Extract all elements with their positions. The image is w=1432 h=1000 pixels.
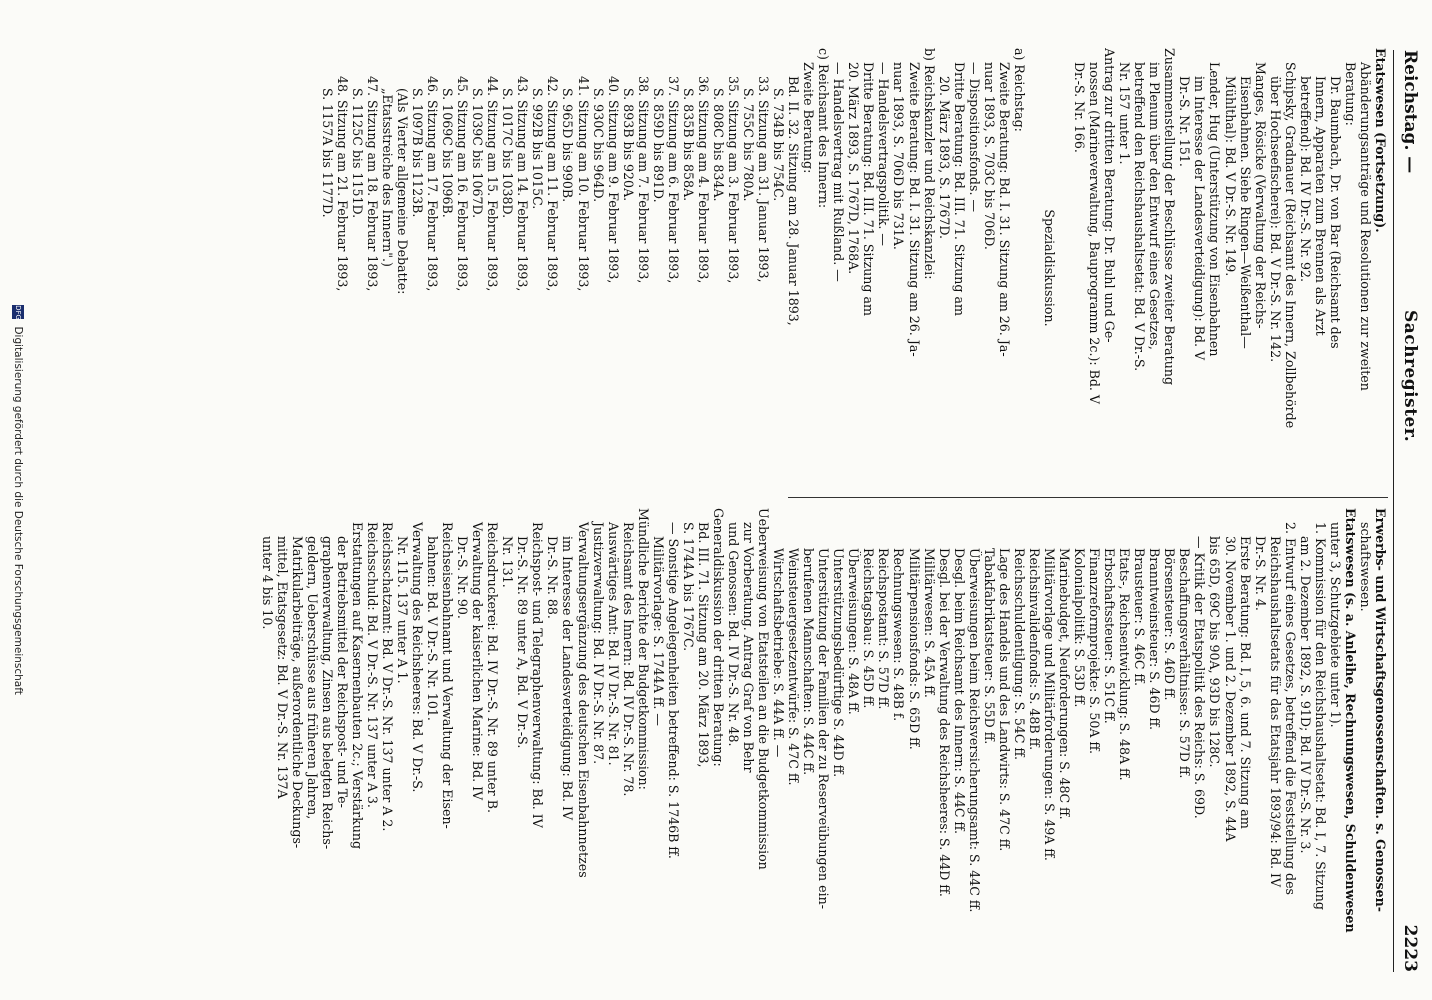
text-line: Beschaffungsverhältnisse: S. 57D ff. — [1177, 548, 1193, 779]
text-line: 30. November 1. und 2. Dezember 1892, S. 44A — [1222, 536, 1238, 842]
text-line: 1. Kommission für den Reichshaushaltsetat: Bd. I, 7. Sitzung — [1312, 522, 1328, 910]
text-line: nuar 1893, S. 706D bis 731A. — [891, 62, 907, 250]
text-line: betreffend): Bd. IV Dr.-S. Nr. 92. — [1297, 76, 1313, 283]
text-line: 46. Sitzung am 17. Februar 1893, — [425, 76, 441, 292]
text-line: Zweite Beratung: — [801, 62, 817, 174]
text-line: 20. März 1893, S. 1767D, 1768A. — [846, 62, 862, 275]
text-line: mittel, Etatsgesetz: Bd. V Dr.-S. Nr. 137A — [274, 536, 290, 799]
text-line: S. 965D bis 990B. — [560, 88, 576, 203]
left-column — [320, 48, 1388, 488]
text-line: Dr.-S. Nr. 90. — [455, 536, 471, 619]
text-line — [1027, 48, 1042, 488]
text-line: Finanzreformprojekte: S. 50A ff. — [1087, 548, 1103, 755]
text-line: Lage des Handels und des Landwirts: S. 47C ff. — [996, 548, 1012, 852]
text-line: 37. Sitzung am 6. Februar 1893, — [665, 76, 681, 284]
text-line: der Betriebsmittel der Reichspost- und Te- — [334, 536, 350, 808]
text-line: im Plenum über den Entwurf eines Gesetzes, — [1147, 62, 1163, 350]
text-line: Bd. II. 32. Sitzung am 28. Januar 1893, — [786, 76, 802, 326]
text-line: S. 1039C bis 1067D. — [470, 88, 486, 219]
text-line: Weinsteuergesetzentwürfe: S. 47C ff. — [786, 548, 802, 786]
text-line: 43. Sitzung am 14. Februar 1893, — [515, 76, 531, 292]
text-line: Dr.-S. Nr. 89 unter A, Bd. V Dr.-S. — [515, 536, 531, 749]
text-line: 48. Sitzung am 21. Februar 1893, — [334, 76, 350, 292]
text-line: im Interesse der Landesverteidigung: Bd. IV — [560, 536, 576, 821]
text-line: Zweite Beratung: Bd. I. 31. Sitzung am 26. Ja- — [996, 62, 1012, 357]
text-line: 33. Sitzung am 31. Januar 1893, — [756, 76, 772, 283]
text-line: unter 3, Schutzgebiete unter 1). — [1327, 522, 1343, 728]
text-line: Nr. 131. — [500, 536, 516, 588]
text-line: Überweisungen: S. 48A ff. — [846, 548, 862, 715]
text-line: Reichsinvalidenfonds: S. 48B ff. — [1026, 548, 1042, 751]
dfg-logo: DFG — [14, 305, 22, 320]
text-line: Reichstagsbau: S. 45D ff. — [861, 548, 877, 709]
text-line: S. 1125C bis 1151D. — [349, 88, 365, 219]
text-line: Erbschaftssteuer: S. 51C ff. — [1102, 548, 1118, 724]
text-line: geldern, Ueberschüsse aus früheren Jahren, — [304, 536, 320, 820]
text-line: im Interesse der Landesverteidigung): Bd. V — [1192, 76, 1208, 361]
text-line: 40. Sitzung am 9. Februar 1893, — [605, 76, 621, 284]
text-line: Militärpensionsfonds: S. 65D ff. — [906, 548, 922, 750]
text-line: Dr. Baumbach, Dr. von Bar (Reichsamt des — [1327, 76, 1343, 349]
text-line: (Als Vierter allgemeine Debatte: — [394, 88, 410, 295]
text-line: Militärvorlage: S. 1744A ff. — — [650, 536, 666, 727]
text-line: 41. Sitzung am 10. Februar 1893, — [575, 76, 591, 292]
text-line: berufenen Mannschaften: S. 44C ff. — [801, 548, 817, 776]
text-line: S. 1017C bis 1038D. — [500, 88, 516, 219]
text-line: Etatswesen (s. a. Anleihe, Rechnungswesen, Schuldenwesen — [1342, 508, 1358, 933]
text-line: S. 1744A bis 1767C. — [680, 522, 696, 652]
text-line: Reichshaushaltsetats für das Etatsjahr 1893/94: Bd. IV — [1267, 536, 1283, 888]
text-line: nossen (Marineverwaltung, Bauprogramm 2c.): Bd. V — [1087, 62, 1103, 405]
text-line: Eisenbahnen. Siehe Ringen—Weißenthal— — [1237, 76, 1253, 349]
text-line: Militärwesen: S. 45A ff. — [921, 548, 937, 698]
text-line: Dritte Beratung: Bd. III. 71. Sitzung am — [861, 62, 877, 316]
text-line: — Handelsvertragspolitik. — — [876, 62, 892, 246]
text-line: Mühlthal): Bd. V Dr.-S. Nr. 149. — [1222, 76, 1238, 277]
text-line: S. 835B bis 858A. — [680, 88, 696, 202]
column-divider — [788, 497, 1388, 498]
text-line: — Kritik der Etatspolitik des Reichs: S. 69D. — [1192, 536, 1208, 819]
text-line: S. 859D bis 891D. — [650, 88, 666, 203]
text-line: graphenverwaltung, Zinsen aus belegten Reichs- — [319, 536, 335, 850]
text-line: Reichsschuldentilgung: S. 54C ff. — [1011, 548, 1027, 761]
text-line: Etatswesen (Fortsetzung). — [1373, 48, 1388, 233]
text-line: Überweisungen beim Reichsversicherungsamt: S. 44C ff. — [966, 548, 982, 913]
text-line: bis 65D, 69C bis 90A, 93D bis 128C. — [1207, 536, 1223, 768]
text-line: Verwaltung des Reichsheeres: Bd. V Dr.-S. — [410, 522, 425, 793]
text-line: schaftswesen. — [1357, 522, 1373, 612]
text-line: S. 755C bis 780A. — [741, 88, 757, 202]
text-line: c) Reichsamt des Innern: — [816, 48, 832, 209]
text-line: 36. Sitzung am 4. Februar 1893, — [695, 76, 711, 284]
text-line: Wirtschaftsbetriebe: S. 44A ff. — — [771, 548, 787, 758]
text-line: Abänderungsanträge und Resolutionen zur zweiten — [1357, 62, 1373, 391]
footer — [2, 0, 24, 1000]
text-line: S. 1069C bis 1096B. — [440, 88, 456, 218]
text-line: Dr.-S. Nr. 151. — [1177, 76, 1193, 167]
text-line: b) Reichskanzler und Reichskanzlei: — [921, 48, 937, 280]
text-line: Erste Beratung: Bd. I, 5, 6. und 7. Sitzung am — [1237, 536, 1253, 829]
text-line: Bd. III. 71. Sitzung am 20. März 1893, — [695, 522, 711, 768]
page-number: 2223 — [1400, 924, 1420, 972]
text-line: 45. Sitzung am 16. Februar 1893, — [455, 76, 471, 292]
text-line: Dritte Beratung: Bd. III. 71. Sitzung am — [951, 62, 967, 316]
text-line: „Etatsstreiche des Innern".) — [379, 88, 395, 267]
text-line: bahnen: Bd. V Dr.-S. Nr. 101. — [425, 536, 441, 721]
text-line: Ueberweisung von Etatsteilen an die Budgetkommission — [756, 508, 772, 870]
text-line: Lender, Hug (Unterstützung von Eisenbahnen — [1207, 62, 1223, 357]
text-line: Branntweinsteuer: S. 46D ff. — [1147, 548, 1163, 731]
text-line: Erwerbs- und Wirtschaftsgenossenschaften. s. Genossen- — [1373, 508, 1388, 913]
text-line: zur Vorberatung. Antrag Graf von Behr — [741, 522, 757, 773]
text-line: Auswärtiges Amt: Bd. IV Dr.-S. Nr. 81. — [605, 522, 621, 766]
text-line: — Handelsvertrag mit Rußland. — — [831, 62, 847, 282]
text-line: a) Reichstag: — [1011, 48, 1027, 132]
text-line: S. 992B bis 1015C. — [530, 88, 546, 210]
text-line: Dr.-S. Nr. 88. — [545, 536, 561, 619]
text-line: Verwaltung der kaiserlichen Marine: Bd. IV — [470, 522, 486, 801]
text-line: 38. Sitzung am 7. Februar 1893, — [635, 76, 651, 284]
header-rule — [1393, 50, 1394, 972]
text-line: Schipsky, Gradnauer (Reichsamt des Innern, Zollbehörde — [1282, 62, 1298, 429]
text-line: Reichsdruckerei: Bd. IV Dr.-S. Nr. 89 unter B. — [485, 522, 501, 813]
text-line: unter 4 bis 10. — [259, 536, 275, 630]
footer-text: Digitalisierung gefördert durch die Deutsche Forschungsgemeinschaft — [12, 326, 24, 695]
text-line: Etats-, Reichsentwicklung: S. 48A ff. — [1117, 548, 1133, 781]
text-line: über Hochseefischerei): Bd. V Dr.-S. Nr. 142. — [1267, 76, 1283, 363]
text-line: Nr. 115. 137 unter A 1. — [394, 536, 410, 684]
text-line: Unterstützung der Familien der zu Reserveübungen ein- — [816, 548, 832, 909]
text-line: 2. Entwurf eines Gesetzes, betreffend die Feststellung des — [1282, 522, 1298, 896]
text-line: S. 893B bis 920A. — [620, 88, 636, 202]
text-line: Verwaltungsergänzung des deutschen Eisenbahnnetzes — [575, 522, 591, 878]
text-line — [1057, 48, 1072, 488]
text-line: Matrikularbeiträge, außerordentliche Deckungs- — [289, 536, 305, 849]
text-line: Spezialdiskussion. — [1041, 209, 1057, 327]
text-line: Unterstützungsbedürftige S. 44D ff. — [831, 548, 847, 778]
text-line: Kolonialpolitik: S. 53D ff. — [1072, 548, 1088, 708]
text-line: 42. Sitzung am 11. Februar 1893, — [545, 76, 561, 292]
text-line: Marinebudget, Neuforderungen: S. 48C ff. — [1057, 548, 1073, 820]
page-header — [1396, 50, 1420, 972]
text-line: S. 930C bis 964D. — [590, 88, 606, 203]
text-line: Militärvorlage und Militärforderungen: S. 49A ff. — [1041, 548, 1057, 861]
text-line: Brausteuer: S. 46C ff. — [1132, 548, 1148, 687]
text-line: Antrag zur dritten Beratung: Dr. Buhl und Ge- — [1102, 48, 1118, 343]
text-line: Innern, Apparaten zum Brennen als Arzt — [1312, 76, 1328, 336]
text-line: 44. Sitzung am 15. Februar 1893, — [485, 76, 501, 292]
text-line: am 2. Dezember 1892, S. 91D; Bd. IV Dr.-S. Nr. 3. — [1297, 536, 1313, 854]
text-line: Reichspostamt: S. 57D ff. — [876, 548, 892, 710]
text-line: S. 1097B bis 1123B. — [410, 88, 425, 218]
text-line: Reichseisenbahnamt und Verwaltung der Eisen- — [440, 522, 456, 829]
text-line: und Genossen: Bd. IV Dr.-S. Nr. 48. — [725, 522, 741, 747]
text-line: betreffend den Reichshaushaltsetat: Bd. V Dr.-S. — [1132, 62, 1148, 372]
text-line: S. 1157A bis 1177D. — [319, 88, 335, 218]
text-line: Reichsamt des Innern: Bd. IV Dr.-S. Nr. 78. — [620, 522, 636, 797]
text-line: — Dispositionsfonds. — — [966, 62, 982, 213]
text-line: Reichspost- und Telegraphenverwaltung: Bd. IV — [530, 522, 546, 828]
text-line: Beratung: — [1342, 62, 1358, 126]
header-left: Reichstag. — — [1400, 50, 1420, 174]
text-line: 20. März 1893, S. 1767D. — [936, 76, 952, 240]
text-line: Zusammenstellung der Beschlüsse zweiter Beratung — [1162, 48, 1178, 386]
text-line: Dr.-S. Nr. 166. — [1072, 62, 1088, 153]
text-line: S. 808C bis 834A. — [710, 88, 726, 202]
text-line: Reichsschatzamt: Bd. V Dr.-S. Nr. 137 unter A 2. — [379, 522, 395, 832]
text-line: Justizverwaltung: Bd. IV Dr.-S. Nr. 87. — [590, 522, 606, 765]
right-column — [259, 508, 1388, 948]
text-line: 35. Sitzung am 3. Februar 1893, — [725, 76, 741, 284]
text-line: Zweite Beratung: Bd. I. 31. Sitzung am 26. Ja- — [906, 62, 922, 357]
text-line: nuar 1893, S. 703C bis 706D. — [981, 62, 997, 250]
text-line: Tabakfabrikatsteuer: S. 55D ff. — [981, 548, 997, 745]
text-line: Erstattungen auf Kasernenbauten 2c.; Verstärkung — [349, 522, 365, 850]
text-line: 47. Sitzung am 18. Februar 1893, — [364, 76, 380, 292]
text-line: S. 734B bis 754C. — [771, 88, 787, 202]
text-line: Dr.-S. Nr. 4. — [1252, 536, 1268, 611]
text-line: Rechnungswesen: S. 48B f. — [891, 548, 907, 722]
header-center: Sachregister. — [1400, 310, 1420, 443]
text-line: Reichsschuld: Bd. V Dr.-S. Nr. 137 unter A 3. — [364, 522, 380, 808]
text-line: Desgl. bei der Verwaltung des Reichsheeres: S. 44D ff. — [936, 548, 952, 897]
text-line: Börsensteuer: S. 46D ff. — [1162, 548, 1178, 701]
text-line: Manges, Rösicke (Verwaltung der Reichs- — [1252, 62, 1268, 329]
text-line: Generaldiskussion der dritten Beratung: — [710, 508, 726, 767]
text-line: — Sonstige Angelegenheiten betreffend: S. 1746B ff. — [665, 522, 681, 859]
text-line: Nr. 157 unter 1. — [1117, 62, 1133, 165]
text-line: Desgl. beim Reichsamt des Innern: S. 44C ff. — [951, 548, 967, 835]
text-line: Mündliche Berichte der Budgetkommission: — [635, 508, 651, 790]
